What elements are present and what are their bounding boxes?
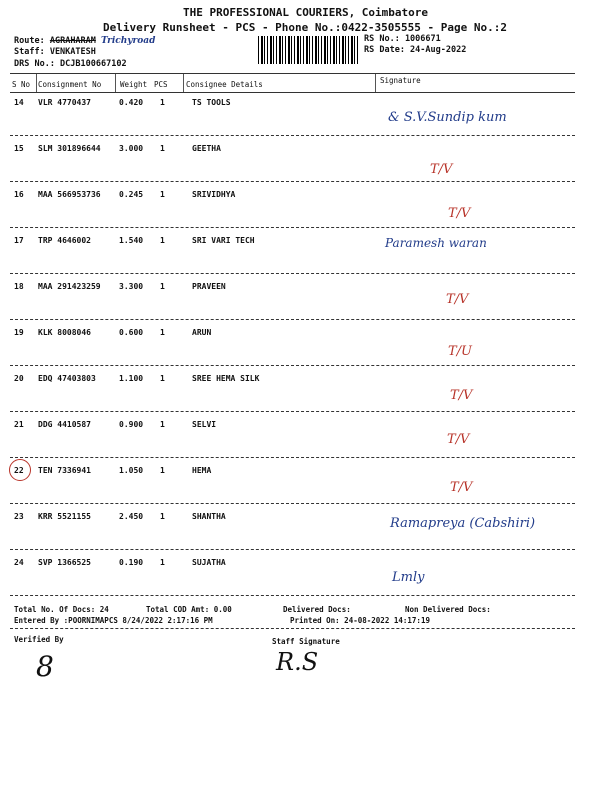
pcs-value: 1 bbox=[160, 328, 165, 337]
row-divider bbox=[10, 411, 575, 412]
weight-value: 0.600 bbox=[119, 328, 144, 337]
drs-number: DRS No.: DCJB100667102 bbox=[14, 59, 127, 69]
serial-number: 23 bbox=[14, 512, 24, 521]
serial-number: 18 bbox=[14, 282, 24, 291]
route-line bbox=[14, 36, 155, 46]
consignee-name: GEETHA bbox=[192, 144, 221, 153]
serial-number: 17 bbox=[14, 236, 24, 245]
route-value: AGRAHARAM bbox=[49, 36, 96, 46]
col-divider bbox=[36, 74, 37, 92]
row-divider bbox=[10, 457, 575, 458]
consignment-number: TEN 7336941 bbox=[38, 466, 91, 475]
consignee-name: SELVI bbox=[192, 420, 217, 429]
consignee-name: SRI VARI TECH bbox=[192, 236, 255, 245]
col-header-sno: S No bbox=[12, 80, 31, 89]
col-divider bbox=[375, 74, 376, 92]
weight-value: 1.540 bbox=[119, 236, 144, 245]
weight-value: 3.300 bbox=[119, 282, 144, 291]
route-label: Route: bbox=[14, 36, 45, 46]
row-divider bbox=[10, 227, 575, 228]
consignee-name: HEMA bbox=[192, 466, 212, 475]
pcs-value: 1 bbox=[160, 512, 165, 521]
col-divider bbox=[115, 74, 116, 92]
handwritten-signature: T/V bbox=[450, 480, 473, 495]
weight-value: 2.450 bbox=[119, 512, 144, 521]
row-divider bbox=[10, 365, 575, 366]
document-subtitle: Delivery Runsheet - PCS - Phone No.:0422-3505555 - Page No.:2 bbox=[103, 21, 507, 34]
serial-number: 22 bbox=[14, 466, 24, 475]
row-divider bbox=[10, 503, 575, 504]
consignee-name: TS TOOLS bbox=[192, 98, 231, 107]
pcs-value: 1 bbox=[160, 98, 165, 107]
verified-signature: 8 bbox=[36, 650, 54, 683]
handwritten-signature: Ramapreya (Cabshiri) bbox=[390, 516, 536, 531]
total-cod: Total COD Amt: 0.00 bbox=[146, 605, 232, 614]
col-header-pcs: PCS bbox=[154, 80, 168, 89]
row-divider bbox=[10, 273, 575, 274]
serial-number: 20 bbox=[14, 374, 24, 383]
handwritten-signature: Paramesh waran bbox=[385, 236, 487, 250]
handwritten-signature: Lmly bbox=[392, 570, 425, 585]
route-handwritten: Trichyroad bbox=[101, 36, 156, 46]
consignment-number: SLM 301896644 bbox=[38, 144, 101, 153]
printed-on: Printed On: 24-08-2022 14:17:19 bbox=[290, 616, 430, 625]
pcs-value: 1 bbox=[160, 282, 165, 291]
consignment-number: KLK 8008046 bbox=[38, 328, 91, 337]
non-delivered-docs: Non Delivered Docs: bbox=[405, 605, 491, 614]
pcs-value: 1 bbox=[160, 236, 165, 245]
total-docs: Total No. Of Docs: 24 bbox=[14, 605, 109, 614]
serial-number: 16 bbox=[14, 190, 24, 199]
handwritten-signature: T/U bbox=[448, 344, 473, 359]
consignee-name: SRIVIDHYA bbox=[192, 190, 236, 199]
handwritten-signature: T/V bbox=[447, 432, 470, 447]
rs-date: RS Date: 24-Aug-2022 bbox=[364, 45, 467, 55]
pcs-value: 1 bbox=[160, 374, 165, 383]
col-header-weight: Weight bbox=[120, 80, 148, 89]
pcs-value: 1 bbox=[160, 466, 165, 475]
consignee-name: SHANTHA bbox=[192, 512, 226, 521]
verified-by-label: Verified By bbox=[14, 635, 64, 644]
delivered-docs: Delivered Docs: bbox=[283, 605, 351, 614]
serial-number: 21 bbox=[14, 420, 24, 429]
handwritten-signature: T/V bbox=[448, 206, 471, 221]
weight-value: 0.420 bbox=[119, 98, 144, 107]
consignee-name: PRAVEEN bbox=[192, 282, 226, 291]
row-divider bbox=[10, 549, 575, 550]
consignment-number: MAA 566953736 bbox=[38, 190, 101, 199]
rs-number: RS No.: 1006671 bbox=[364, 34, 441, 44]
staff-signature: R.S bbox=[276, 648, 319, 676]
document-title: THE PROFESSIONAL COURIERS, Coimbatore bbox=[183, 6, 429, 19]
col-divider bbox=[183, 74, 184, 92]
weight-value: 3.000 bbox=[119, 144, 144, 153]
table-top-border bbox=[10, 73, 575, 74]
serial-number: 14 bbox=[14, 98, 24, 107]
consignment-number: DDG 4410587 bbox=[38, 420, 91, 429]
pcs-value: 1 bbox=[160, 144, 165, 153]
consignment-number: KRR 5521155 bbox=[38, 512, 91, 521]
row-divider bbox=[10, 135, 575, 136]
entered-by: Entered By :POORNIMAPCS 8/24/2022 2:17:16 PM bbox=[14, 616, 213, 625]
consignment-number: TRP 4646002 bbox=[38, 236, 91, 245]
handwritten-signature: & S.V.Sundip kum bbox=[388, 110, 507, 125]
col-header-signature: Signature bbox=[380, 76, 421, 85]
barcode bbox=[258, 36, 358, 64]
col-header-consignee: Consignee Details bbox=[186, 80, 263, 89]
weight-value: 1.050 bbox=[119, 466, 144, 475]
consignee-name: ARUN bbox=[192, 328, 212, 337]
weight-value: 0.190 bbox=[119, 558, 144, 567]
consignment-number: EDQ 47403803 bbox=[38, 374, 96, 383]
row-divider bbox=[10, 319, 575, 320]
handwritten-signature: T/V bbox=[450, 388, 473, 403]
circle-mark bbox=[9, 459, 31, 481]
consignment-number: SVP 1366525 bbox=[38, 558, 91, 567]
handwritten-signature: T/V bbox=[446, 292, 469, 307]
serial-number: 19 bbox=[14, 328, 24, 337]
footer-divider bbox=[10, 628, 575, 629]
weight-value: 1.100 bbox=[119, 374, 144, 383]
weight-value: 0.900 bbox=[119, 420, 144, 429]
serial-number: 15 bbox=[14, 144, 24, 153]
consignee-name: SUJATHA bbox=[192, 558, 226, 567]
staff-name: Staff: VENKATESH bbox=[14, 47, 96, 57]
consignee-name: SREE HEMA SILK bbox=[192, 374, 260, 383]
row-divider bbox=[10, 595, 575, 596]
staff-signature-label: Staff Signature bbox=[272, 637, 340, 646]
pcs-value: 1 bbox=[160, 558, 165, 567]
pcs-value: 1 bbox=[160, 190, 165, 199]
handwritten-signature: T/V bbox=[430, 162, 453, 177]
serial-number: 24 bbox=[14, 558, 24, 567]
table-header-border bbox=[10, 92, 575, 93]
consignment-number: MAA 291423259 bbox=[38, 282, 101, 291]
col-header-consignment: Consignment No bbox=[38, 80, 102, 89]
weight-value: 0.245 bbox=[119, 190, 144, 199]
consignment-number: VLR 4770437 bbox=[38, 98, 91, 107]
row-divider bbox=[10, 181, 575, 182]
pcs-value: 1 bbox=[160, 420, 165, 429]
